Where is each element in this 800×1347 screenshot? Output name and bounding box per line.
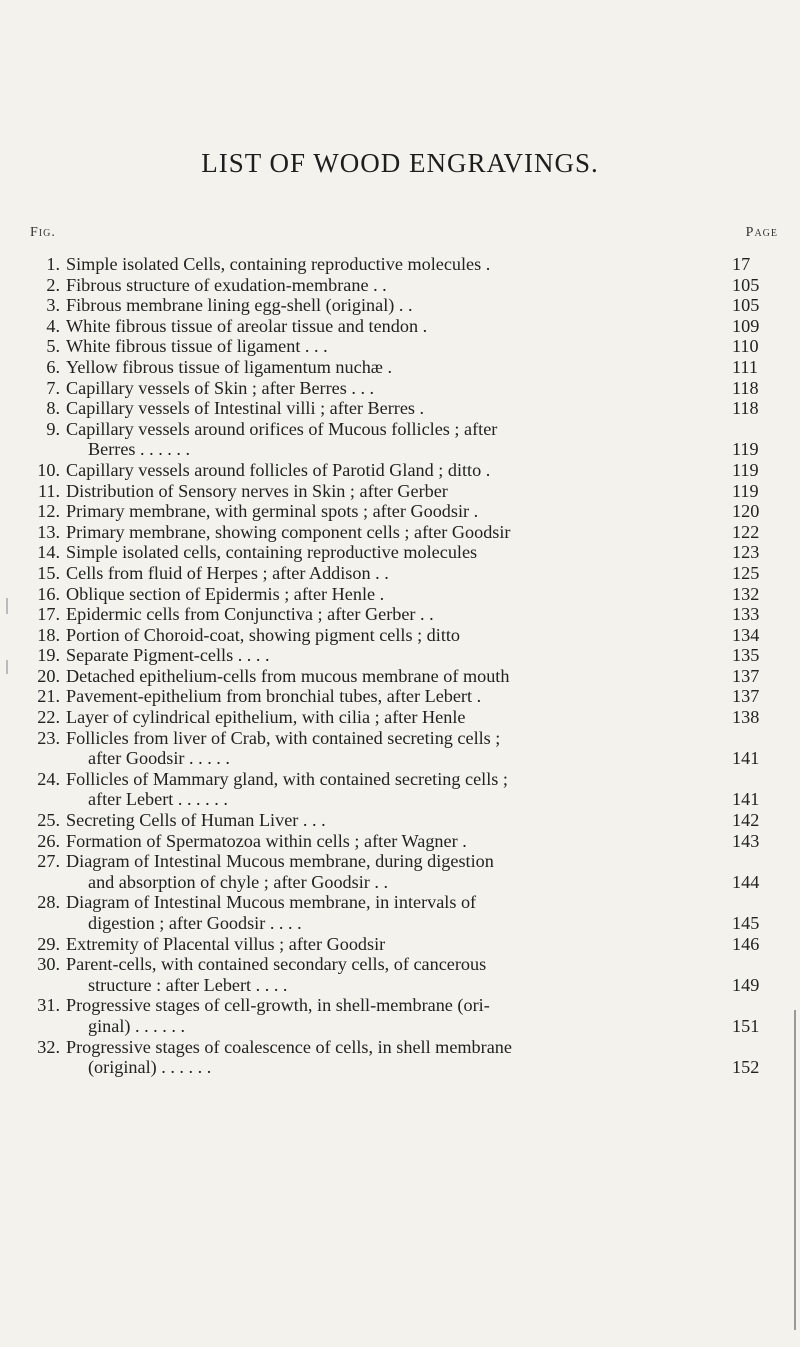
- page-number: 141: [732, 789, 760, 810]
- figure-caption: [66, 686, 726, 707]
- page-number: 133: [732, 604, 760, 625]
- caption-line: Yellow fibrous tissue of ligamentum nuchæ .: [66, 356, 393, 377]
- figure-number: 16.: [37, 583, 60, 604]
- caption-line: White fibrous tissue of areolar tissue and tendon .: [66, 315, 428, 336]
- caption-line: Capillary vessels around orifices of Mucous follicles ; after: [66, 418, 498, 439]
- figure-caption: [66, 357, 726, 378]
- figure-number: 18.: [37, 624, 60, 645]
- figure-caption: [66, 419, 726, 460]
- page-number: 118: [732, 398, 759, 419]
- figure-caption: [66, 1037, 726, 1078]
- list-item: [22, 625, 788, 646]
- list-item: [22, 295, 788, 316]
- page-number: 17: [732, 254, 751, 274]
- page-title: LIST OF WOOD ENGRAVINGS.: [201, 148, 599, 178]
- page-number: 142: [732, 810, 760, 831]
- fig-column-header: Fig.: [30, 225, 56, 240]
- list-item: [22, 563, 788, 584]
- figure-caption: [66, 584, 726, 605]
- figure-caption: [66, 728, 726, 769]
- list-item: [22, 378, 788, 399]
- figure-caption: [66, 295, 726, 316]
- caption-line: Portion of Choroid-coat, showing pigment cells ; ditto: [66, 624, 461, 645]
- figure-number: 7.: [46, 377, 60, 398]
- list-item: [22, 584, 788, 605]
- figure-number: 5.: [46, 336, 60, 357]
- page-number: 105: [732, 274, 760, 295]
- list-item: [22, 954, 788, 995]
- figure-number: 13.: [37, 521, 60, 542]
- list-item: [22, 275, 788, 296]
- figure-number: 31.: [37, 995, 60, 1016]
- figure-number: 17.: [37, 604, 60, 625]
- caption-line: Follicles of Mammary gland, with contained secreting cells ;: [66, 768, 508, 789]
- figure-number: 20.: [37, 665, 60, 686]
- list-item: [22, 934, 788, 955]
- page-number: 123: [732, 542, 760, 563]
- figure-caption: [66, 954, 726, 995]
- figure-caption: [66, 460, 726, 481]
- list-item: [22, 336, 788, 357]
- page-number: 145: [732, 913, 760, 933]
- figure-caption: [66, 625, 726, 646]
- caption-line: Pavement-epithelium from bronchial tubes, after Lebert .: [66, 686, 482, 707]
- caption-continuation: after Goodsir . . . . .: [88, 748, 230, 769]
- page-number: 119: [732, 459, 759, 480]
- page-edge-rule: [794, 1010, 796, 1330]
- figure-caption: [66, 995, 726, 1036]
- caption-line: Diagram of Intestinal Mucous membrane, during digestion: [66, 851, 494, 872]
- figure-number: 23.: [37, 727, 60, 748]
- list-item: [22, 810, 788, 831]
- figure-number: 26.: [37, 830, 60, 851]
- page-number: 151: [732, 1015, 760, 1036]
- figure-caption: [66, 892, 726, 933]
- column-headers: [30, 225, 782, 247]
- figure-caption: [66, 563, 726, 584]
- page-number: 119: [732, 439, 759, 460]
- page-number: 111: [732, 356, 758, 377]
- caption-line: Fibrous membrane lining egg-shell (original) . .: [66, 295, 413, 316]
- caption-line: Layer of cylindrical epithelium, with cilia ; after Henle: [66, 707, 466, 728]
- caption-line: Extremity of Placental villus ; after Goodsir: [66, 933, 386, 954]
- caption-line: Primary membrane, with germinal spots ; after Goodsir .: [66, 501, 479, 522]
- figure-caption: [66, 398, 726, 419]
- figure-number: 27.: [37, 851, 60, 872]
- caption-line: Cells from fluid of Herpes ; after Addison . .: [66, 562, 389, 583]
- page-number: 135: [732, 645, 760, 666]
- caption-continuation: Berres . . . . . .: [88, 439, 191, 460]
- figure-caption: [66, 851, 726, 892]
- caption-line: Primary membrane, showing component cells ; after Goodsir: [66, 521, 511, 542]
- figure-number: 21.: [37, 686, 60, 707]
- figure-number: 10.: [37, 459, 60, 480]
- figure-caption: [66, 769, 726, 810]
- figure-number: 32.: [37, 1036, 60, 1057]
- figure-number: 11.: [37, 480, 60, 501]
- list-item: [22, 831, 788, 852]
- list-item: [22, 542, 788, 563]
- caption-continuation: structure : after Lebert . . . .: [88, 974, 288, 995]
- page-number: 146: [732, 933, 760, 954]
- list-item: [22, 728, 788, 769]
- figure-caption: [66, 542, 726, 563]
- list-item: [22, 645, 788, 666]
- figure-number: 22.: [37, 707, 60, 728]
- figure-caption: [66, 810, 726, 831]
- list-item: [22, 316, 788, 337]
- figure-number: 28.: [37, 892, 60, 913]
- page-number: 143: [732, 830, 760, 851]
- page-number: 152: [732, 1057, 760, 1078]
- caption-line: Simple isolated Cells, containing reproductive molecules .: [66, 254, 491, 274]
- figure-caption: [66, 254, 726, 275]
- figure-number: 15.: [37, 562, 60, 583]
- list-item: [22, 481, 788, 502]
- caption-line: Diagram of Intestinal Mucous membrane, in intervals of: [66, 892, 477, 913]
- caption-line: Progressive stages of coalescence of cells, in shell membrane: [66, 1036, 512, 1057]
- caption-continuation: and absorption of chyle ; after Goodsir . .: [88, 871, 389, 892]
- figure-number: 9.: [46, 418, 60, 439]
- page-number: 110: [732, 336, 759, 357]
- figure-number: 30.: [37, 954, 60, 975]
- list-item: [22, 419, 788, 460]
- page-number: 137: [732, 686, 760, 707]
- page-edge-mark: [6, 660, 8, 674]
- figure-caption: [66, 707, 726, 728]
- page-number: 118: [732, 377, 759, 398]
- figure-number: 14.: [37, 542, 60, 563]
- page-number: 144: [732, 871, 760, 892]
- figure-number: 1.: [46, 254, 60, 274]
- caption-line: Capillary vessels around follicles of Parotid Gland ; ditto .: [66, 459, 491, 480]
- list-item: [22, 769, 788, 810]
- page-number: 149: [732, 974, 760, 995]
- caption-line: White fibrous tissue of ligament . . .: [66, 336, 328, 357]
- caption-continuation: (original) . . . . . .: [88, 1057, 212, 1078]
- page-number: 125: [732, 562, 760, 583]
- figure-number: 6.: [46, 356, 60, 377]
- figure-number: 25.: [37, 810, 60, 831]
- figure-caption: [66, 645, 726, 666]
- caption-line: Secreting Cells of Human Liver . . .: [66, 810, 326, 831]
- page-number: 141: [732, 748, 760, 769]
- page-number: 137: [732, 665, 760, 686]
- figure-caption: [66, 481, 726, 502]
- page-edge-mark: [6, 598, 8, 614]
- caption-line: Parent-cells, with contained secondary cells, of cancerous: [66, 954, 487, 975]
- figure-caption: [66, 522, 726, 543]
- caption-continuation: digestion ; after Goodsir . . . .: [88, 913, 302, 933]
- figure-number: 24.: [37, 768, 60, 789]
- caption-line: Progressive stages of cell-growth, in shell-membrane (ori-: [66, 995, 490, 1016]
- figure-number: 8.: [46, 398, 60, 419]
- caption-line: Detached epithelium-cells from mucous membrane of mouth: [66, 665, 510, 686]
- figure-caption: [66, 604, 726, 625]
- caption-line: Separate Pigment-cells . . . .: [66, 645, 270, 666]
- list-item: [22, 707, 788, 728]
- list-item: [22, 604, 788, 625]
- figure-number: 12.: [37, 501, 60, 522]
- list-item: [22, 995, 788, 1036]
- page-number: 105: [732, 295, 760, 316]
- list-item: [22, 892, 788, 933]
- caption-line: Epidermic cells from Conjunctiva ; after Gerber . .: [66, 604, 434, 625]
- page-number: 132: [732, 583, 760, 604]
- engravings-list: [22, 254, 788, 1078]
- figure-caption: [66, 831, 726, 852]
- figure-number: 29.: [37, 933, 60, 954]
- figure-number: 19.: [37, 645, 60, 666]
- figure-caption: [66, 934, 726, 955]
- figure-caption: [66, 316, 726, 337]
- caption-line: Simple isolated cells, containing reproductive molecules: [66, 542, 478, 563]
- list-item: [22, 1037, 788, 1078]
- caption-line: Oblique section of Epidermis ; after Henle .: [66, 583, 385, 604]
- page-number: 138: [732, 707, 760, 728]
- list-item: [22, 686, 788, 707]
- figure-caption: [66, 666, 726, 687]
- caption-continuation: after Lebert . . . . . .: [88, 789, 228, 810]
- caption-line: Distribution of Sensory nerves in Skin ; after Gerber: [66, 480, 448, 501]
- list-item: [22, 254, 788, 275]
- figure-number: 2.: [46, 274, 60, 295]
- list-item: [22, 522, 788, 543]
- list-item: [22, 501, 788, 522]
- page-number: 134: [732, 624, 760, 645]
- list-item: [22, 851, 788, 892]
- caption-line: Capillary vessels of Skin ; after Berres . . .: [66, 377, 375, 398]
- caption-line: Capillary vessels of Intestinal villi ; after Berres .: [66, 398, 425, 419]
- list-item: [22, 460, 788, 481]
- caption-continuation: ginal) . . . . . .: [88, 1015, 185, 1036]
- page-number: 122: [732, 521, 760, 542]
- page-column-header: Page: [745, 225, 778, 240]
- list-item: [22, 398, 788, 419]
- figure-caption: [66, 336, 726, 357]
- figure-caption: [66, 501, 726, 522]
- caption-line: Follicles from liver of Crab, with contained secreting cells ;: [66, 727, 501, 748]
- figure-number: 4.: [46, 315, 60, 336]
- page-number: 119: [732, 480, 759, 501]
- caption-line: Formation of Spermatozoa within cells ; after Wagner .: [66, 830, 467, 851]
- list-item: [22, 666, 788, 687]
- figure-caption: [66, 378, 726, 399]
- page-number: 120: [732, 501, 760, 522]
- list-item: [22, 357, 788, 378]
- figure-number: 3.: [46, 295, 60, 316]
- caption-line: Fibrous structure of exudation-membrane . .: [66, 274, 387, 295]
- page-number: 109: [732, 315, 760, 336]
- figure-caption: [66, 275, 726, 296]
